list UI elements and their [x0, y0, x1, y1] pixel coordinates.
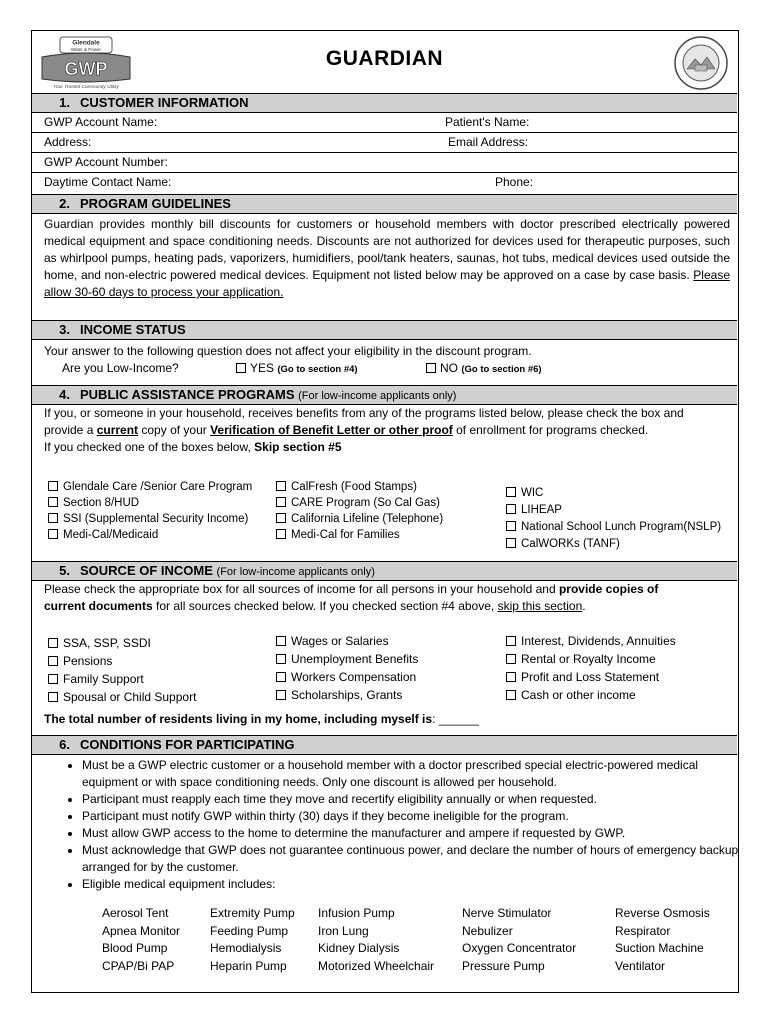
text-span: of enrollment for programs checked.: [452, 423, 649, 437]
checkbox-label: Medi-Cal for Families: [291, 529, 400, 541]
assistance-checkbox[interactable]: [276, 479, 417, 495]
checkbox-label: Wages or Salaries: [291, 634, 389, 648]
assistance-checkbox[interactable]: [48, 511, 248, 527]
income-checkbox[interactable]: [506, 687, 636, 703]
patient-name-label: Patient's Name:: [445, 115, 530, 129]
section-number: 3.: [59, 322, 70, 337]
section-6-header: [32, 735, 737, 755]
equipment-item: Pressure Pump: [462, 958, 545, 973]
no-label: NO: [440, 361, 458, 375]
yes-label: YES: [250, 361, 275, 375]
equipment-item: Kidney Dialysis: [318, 941, 400, 955]
equipment-column: [462, 905, 576, 975]
equipment-item: Respirator: [615, 923, 671, 938]
checkbox-icon[interactable]: [276, 672, 286, 682]
conditions-list: [62, 757, 750, 893]
checkbox-icon[interactable]: [48, 529, 58, 539]
checkbox-icon[interactable]: [506, 654, 516, 664]
checkbox-icon[interactable]: [48, 638, 58, 648]
equipment-item: Nerve Stimulator: [462, 906, 552, 920]
income-checkbox[interactable]: [276, 669, 416, 685]
section-number: 1.: [59, 95, 70, 110]
checkbox-icon[interactable]: [276, 654, 286, 664]
equipment-item: Nebulizer: [462, 923, 513, 938]
income-checkbox[interactable]: [48, 635, 151, 651]
checkbox-label: Scholarships, Grants: [291, 688, 403, 702]
city-seal: [673, 35, 729, 91]
processing-time-note: Please allow 30-60 days to process your application.: [44, 268, 730, 299]
equipment-item: Hemodialysis: [210, 941, 282, 955]
assistance-checkbox[interactable]: [506, 502, 562, 518]
equipment-column: [102, 905, 180, 975]
checkbox-icon[interactable]: [506, 487, 516, 497]
equipment-item: Heparin Pump: [210, 958, 287, 973]
equipment-item: Reverse Osmosis: [615, 906, 710, 920]
text-span: copy of your: [138, 423, 211, 437]
equipment-item: Iron Lung: [318, 923, 369, 938]
checkbox-icon[interactable]: [276, 690, 286, 700]
residents-label: The total number of residents living in my home, including myself is: [44, 712, 433, 726]
equipment-item: Feeding Pump: [210, 923, 289, 938]
income-checkbox[interactable]: [48, 689, 196, 705]
text-span: for all sources checked below. If you checked section #4 above,: [152, 599, 498, 613]
contact-name-label: Daytime Contact Name:: [44, 175, 172, 189]
form-frame: [31, 30, 739, 993]
section-note: (For low-income applicants only): [216, 566, 375, 578]
checkbox-icon[interactable]: [276, 529, 286, 539]
checkbox-icon[interactable]: [48, 497, 58, 507]
contact-row[interactable]: [32, 173, 737, 193]
assistance-checkbox[interactable]: [276, 511, 443, 527]
checkbox-icon[interactable]: [48, 513, 58, 523]
income-checkbox[interactable]: [48, 671, 144, 687]
checkbox-icon[interactable]: [48, 692, 58, 702]
checkbox-icon[interactable]: [276, 513, 286, 523]
income-source-instructions: [44, 581, 730, 615]
income-checkbox[interactable]: [276, 633, 389, 649]
account-name-row[interactable]: [32, 113, 737, 133]
checkbox-label: Profit and Loss Statement: [521, 670, 660, 684]
checkbox-label: Workers Compensation: [291, 670, 417, 684]
equipment-item: Suction Machine: [615, 941, 704, 955]
equipment-item: Extremity Pump: [210, 906, 295, 920]
assistance-checkbox[interactable]: [48, 479, 252, 495]
checkbox-label: LIHEAP: [521, 504, 562, 516]
checkbox-label: SSI (Supplemental Security Income): [63, 513, 249, 525]
svg-text:Your Trusted Community Utility: Your Trusted Community Utility: [53, 85, 119, 90]
equipment-column: [210, 905, 295, 975]
condition-item: • Participant must reapply each time they move and recertify eligibility annually or when requested.: [82, 791, 750, 808]
condition-item: • Must be a GWP electric customer or a household member with a doctor prescribed special electric-powered medical equipment or with space conditioning needs. Only one discount is allowed per household.: [82, 757, 750, 791]
equipment-item: Ventilator: [615, 958, 666, 973]
text-span: Skip section #5: [254, 440, 342, 454]
section-number: 6.: [59, 737, 70, 752]
income-checkbox[interactable]: [276, 651, 418, 667]
assistance-line-1: If you, or someone in your household, receives benefits from any of the programs listed below, please check the box and: [44, 406, 684, 420]
checkbox-icon[interactable]: [48, 674, 58, 684]
section-title: PUBLIC ASSISTANCE PROGRAMS: [80, 387, 295, 402]
section-number: 5.: [59, 563, 70, 578]
text-span: skip this section: [497, 599, 583, 613]
section-title: PROGRAM GUIDELINES: [80, 196, 231, 211]
svg-text:Water & Power: Water & Power: [70, 47, 102, 52]
account-number-row[interactable]: [32, 153, 737, 173]
residents-count-line[interactable]: [44, 711, 730, 728]
assistance-checkbox[interactable]: [276, 495, 440, 511]
yes-note: (Go to section #4): [277, 364, 358, 375]
checkbox-label: CARE Program (So Cal Gas): [291, 497, 440, 509]
text-span: Please check the appropriate box for all sources of income for all persons in your household and: [44, 582, 559, 596]
address-label: Address:: [44, 135, 92, 149]
income-source-line-1: [44, 581, 730, 598]
no-note: (Go to section #6): [461, 364, 542, 375]
text-span: current: [96, 423, 139, 437]
income-checkbox[interactable]: [506, 651, 656, 667]
yes-option[interactable]: [236, 360, 358, 378]
svg-text:GWP: GWP: [64, 59, 108, 79]
guidelines-body: Guardian provides monthly bill discounts for customers or household members with doctor prescribed electrically powered medical equipment and space conditioning needs. Discounts are not authorized for devices used for therapeutic purposes, such as whirlpool pumps, heating pads, vaporizers, humidifiers, pool/tank heaters, saunas, hot tubs, medical devices used outside the home, and non-electric powered medical devices. Equipment not listed below may be approved on a case by case basis.: [44, 217, 730, 282]
text-span: provide copies of: [558, 582, 659, 596]
assistance-checkbox[interactable]: [48, 495, 139, 511]
text-span: Verification of Benefit Letter or other proof: [210, 423, 453, 437]
equipment-column: [615, 905, 710, 975]
condition-item: • Must acknowledge that GWP does not guarantee continuous power, and declare the number of hours of emergency backup arranged for by the customer.: [82, 842, 750, 876]
assistance-line-3: [44, 439, 730, 456]
section-title: SOURCE OF INCOME: [80, 563, 213, 578]
equipment-item: Blood Pump: [102, 941, 168, 955]
address-row[interactable]: [32, 133, 737, 153]
assistance-line-2: [44, 422, 730, 439]
section-number: 2.: [59, 196, 70, 211]
form-title: GUARDIAN: [325, 47, 444, 70]
equipment-item: CPAP/Bi PAP: [102, 958, 175, 973]
checkbox-label: Rental or Royalty Income: [521, 652, 656, 666]
section-number: 4.: [59, 387, 70, 402]
assistance-checkbox[interactable]: [506, 536, 620, 552]
checkbox-label: Cash or other income: [521, 688, 636, 702]
income-checkbox[interactable]: [48, 653, 112, 669]
assistance-checkbox[interactable]: [48, 527, 158, 543]
checkbox-icon[interactable]: [276, 636, 286, 646]
section-4-header: [32, 385, 737, 405]
email-label: Email Address:: [448, 135, 529, 149]
section-note: (For low-income applicants only): [298, 390, 457, 402]
checkbox-label: Glendale Care /Senior Care Program: [63, 481, 253, 493]
income-status-text: [44, 343, 730, 377]
equipment-column: [318, 905, 434, 975]
account-name-label: GWP Account Name:: [44, 115, 158, 129]
text-span: provide a: [44, 423, 97, 437]
yes-checkbox[interactable]: [236, 363, 246, 373]
text-span: If you checked one of the boxes below,: [44, 440, 255, 454]
equipment-item: Oxygen Concentrator: [462, 941, 577, 955]
section-5-header: [32, 561, 737, 581]
checkbox-icon[interactable]: [506, 636, 516, 646]
phone-label: Phone:: [495, 175, 534, 189]
text-span: .: [582, 599, 586, 613]
checkbox-label: CalFresh (Food Stamps): [291, 481, 417, 493]
guidelines-text: [44, 216, 730, 301]
text-span: current documents: [44, 599, 153, 613]
checkbox-label: Family Support: [63, 672, 144, 686]
account-number-label: GWP Account Number:: [44, 155, 168, 169]
equipment-item: Infusion Pump: [318, 906, 395, 920]
assistance-instructions: [44, 405, 730, 456]
checkbox-label: CalWORKs (TANF): [521, 538, 620, 550]
section-3-header: [32, 320, 737, 340]
checkbox-icon[interactable]: [506, 672, 516, 682]
checkbox-icon[interactable]: [48, 481, 58, 491]
condition-item: • Participant must notify GWP within thirty (30) days if they become ineligible for the program.: [82, 808, 750, 825]
checkbox-label: California Lifeline (Telephone): [291, 513, 444, 525]
income-checkbox[interactable]: [506, 669, 659, 685]
condition-item: • Must allow GWP access to the home to determine the manufacturer and ampere if requested by GWP.: [82, 825, 750, 842]
equipment-item: Apnea Monitor: [102, 923, 181, 938]
income-checkbox[interactable]: [506, 633, 676, 649]
checkbox-icon[interactable]: [506, 690, 516, 700]
section-title: INCOME STATUS: [80, 322, 186, 337]
income-checkbox[interactable]: [276, 687, 402, 703]
no-option[interactable]: [426, 360, 542, 378]
checkbox-icon[interactable]: [506, 504, 516, 514]
low-income-question: Are you Low-Income?: [62, 361, 179, 375]
assistance-checkbox[interactable]: [506, 519, 721, 535]
income-source-line-2: [44, 598, 730, 615]
section-title: CUSTOMER INFORMATION: [80, 95, 249, 110]
checkbox-label: Interest, Dividends, Annuities: [521, 634, 676, 648]
checkbox-icon[interactable]: [506, 538, 516, 548]
form-header: [32, 31, 737, 93]
residents-blank[interactable]: : ______: [432, 712, 479, 726]
checkbox-label: Spousal or Child Support: [63, 690, 197, 704]
checkbox-icon[interactable]: [506, 521, 516, 531]
condition-item: • Eligible medical equipment includes:: [82, 876, 750, 893]
checkbox-icon[interactable]: [276, 497, 286, 507]
no-checkbox[interactable]: [426, 363, 436, 373]
checkbox-label: SSA, SSP, SSDI: [63, 636, 151, 650]
svg-text:Glendale: Glendale: [72, 39, 100, 47]
section-1-header: [32, 93, 737, 113]
assistance-checkbox[interactable]: [506, 485, 543, 501]
equipment-item: Motorized Wheelchair: [318, 958, 435, 973]
checkbox-label: WIC: [521, 487, 544, 499]
income-status-line: Your answer to the following question does not affect your eligibility in the discount program.: [44, 344, 532, 358]
checkbox-label: Medi-Cal/Medicaid: [63, 529, 159, 541]
checkbox-label: Section 8/HUD: [63, 497, 140, 509]
section-title: CONDITIONS FOR PARTICIPATING: [80, 737, 295, 752]
checkbox-icon[interactable]: [48, 656, 58, 666]
checkbox-icon[interactable]: [276, 481, 286, 491]
checkbox-label: National School Lunch Program(NSLP): [521, 521, 722, 533]
equipment-item: Aerosol Tent: [102, 906, 169, 920]
assistance-checkbox[interactable]: [276, 527, 400, 543]
checkbox-label: Unemployment Benefits: [291, 652, 419, 666]
section-2-header: [32, 194, 737, 214]
checkbox-label: Pensions: [63, 654, 113, 668]
